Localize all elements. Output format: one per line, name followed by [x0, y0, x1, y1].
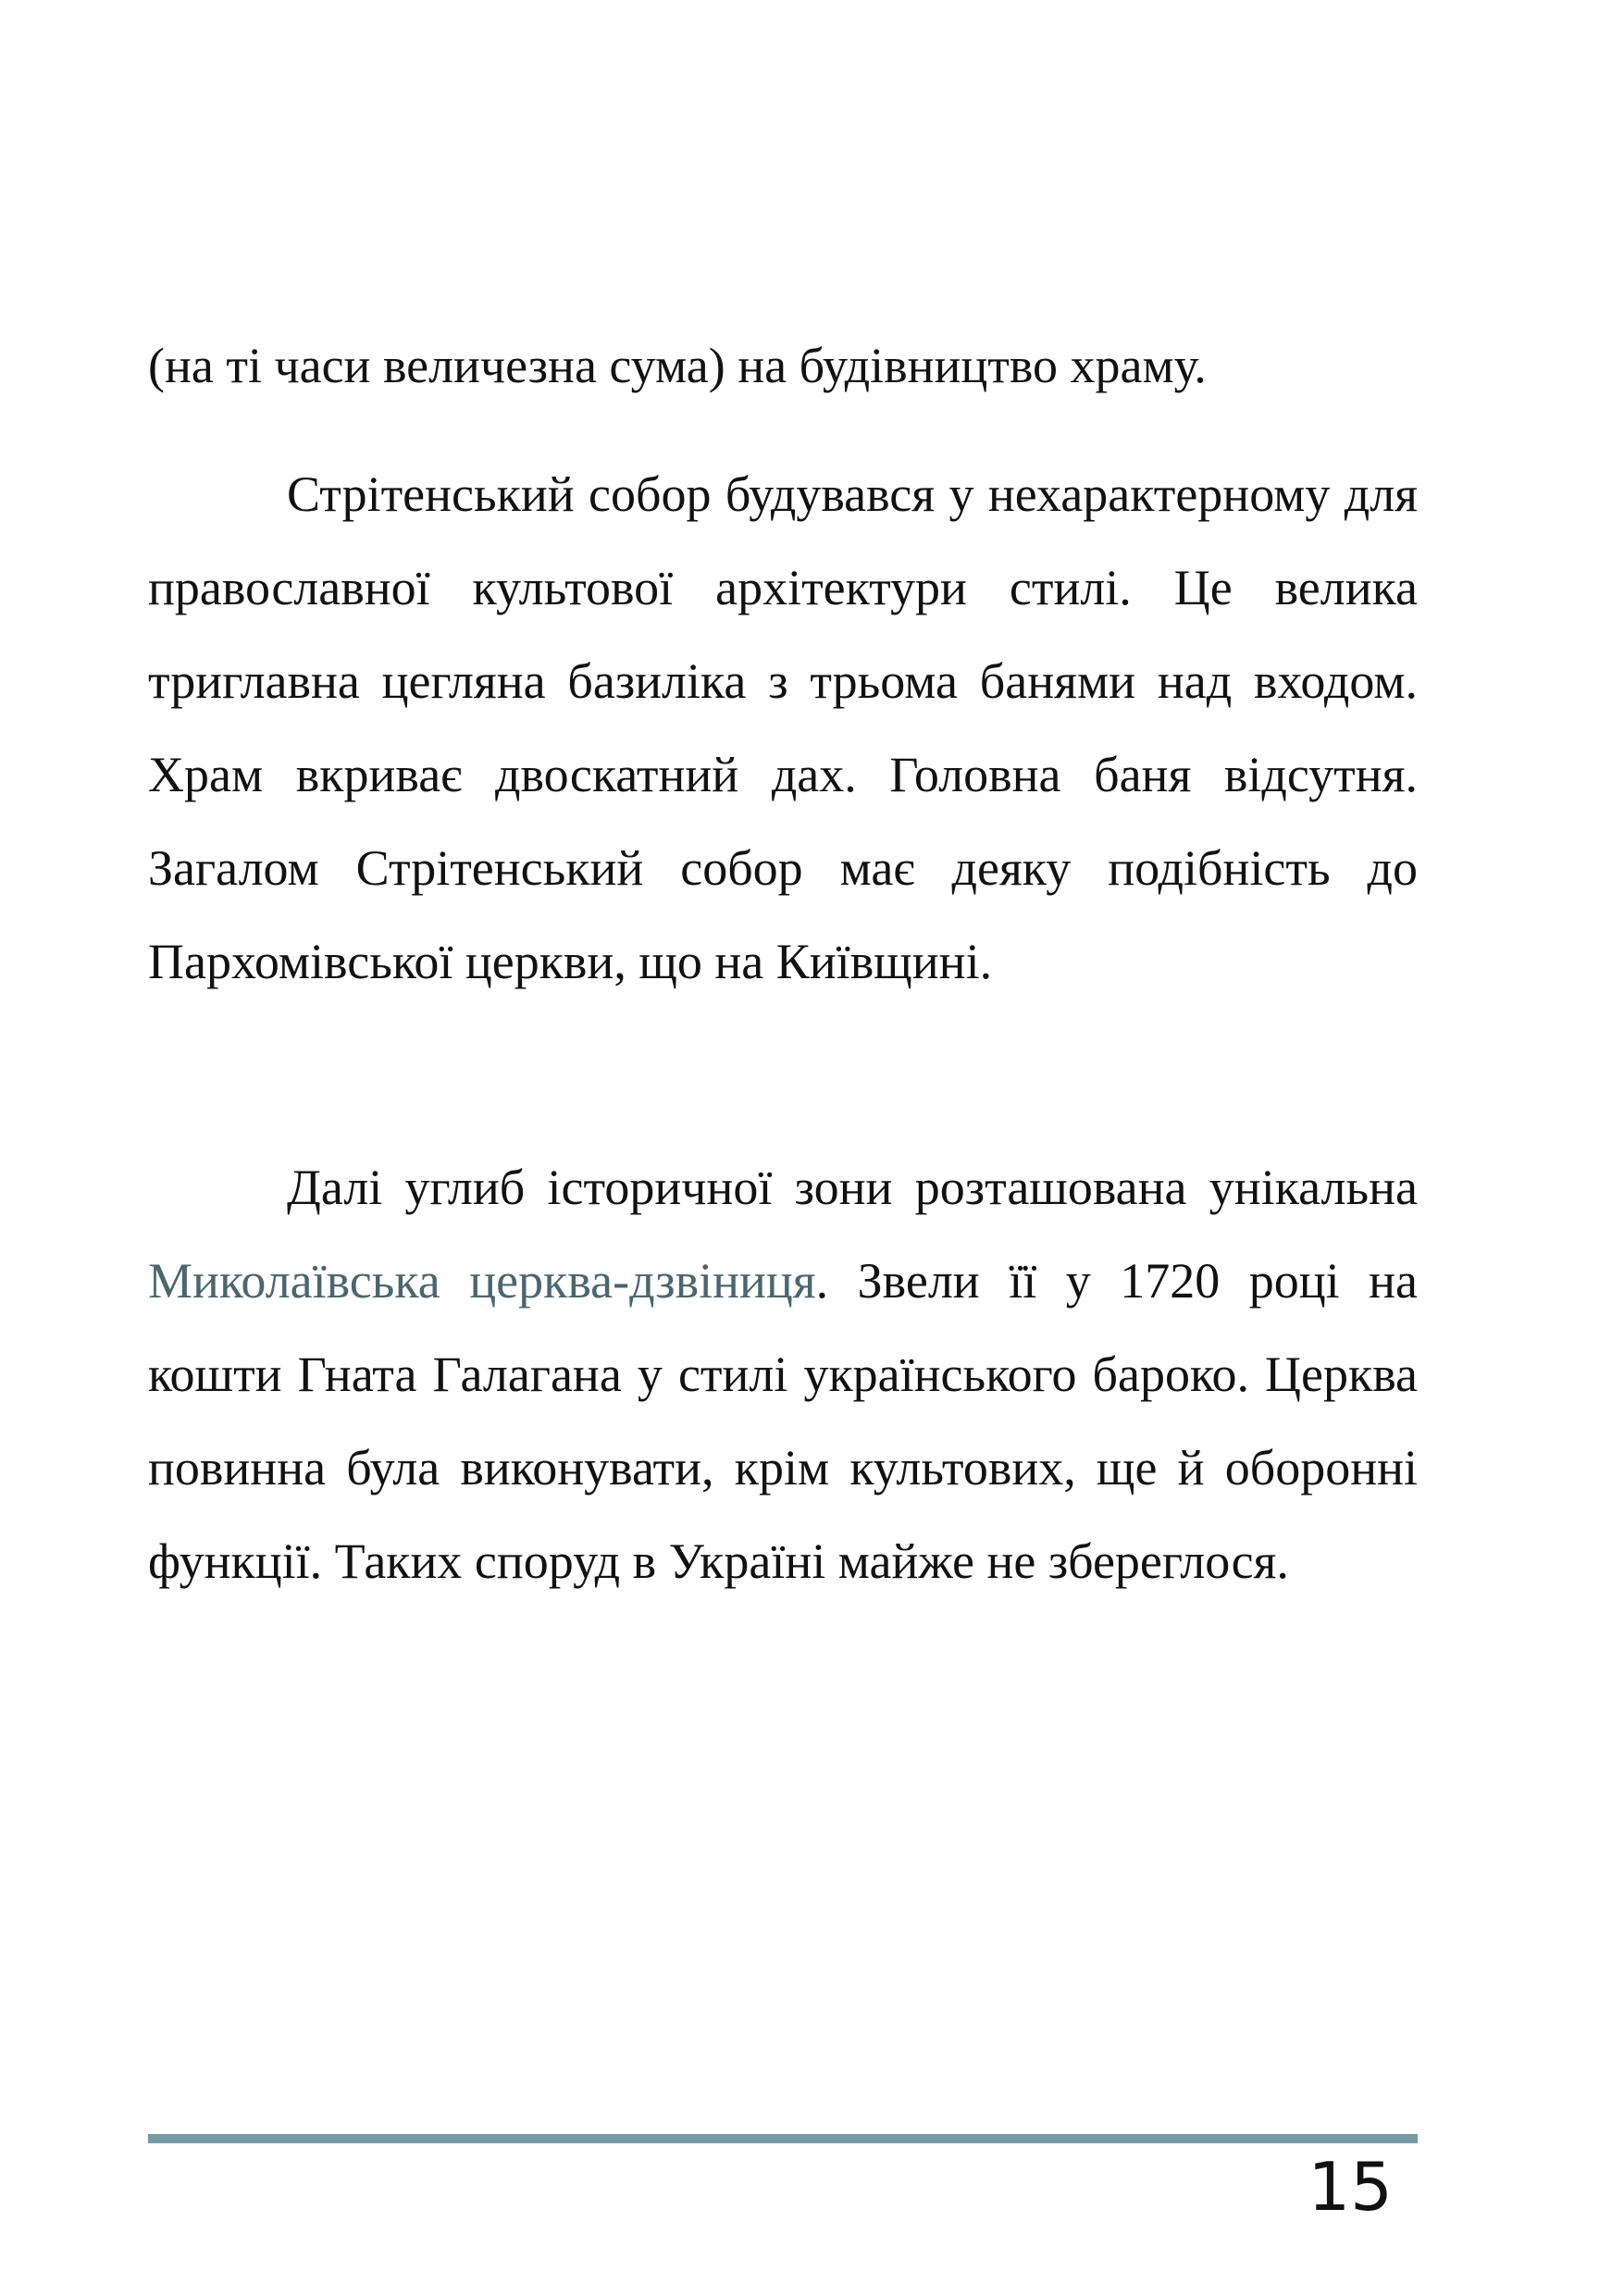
paragraph-2	[148, 448, 1418, 1009]
page-number: 15	[1308, 2148, 1393, 2226]
paragraph-3-intro: Далі углиб історичної зони розташована унікальна	[287, 1160, 1418, 1215]
paragraph-3-text	[148, 1141, 1418, 1608]
paragraph-1-text: (на ті часи величезна сума) на будівництво храму.	[148, 338, 1207, 393]
paragraph-3	[148, 1141, 1418, 1608]
footer-divider	[148, 2134, 1418, 2143]
paragraph-1	[148, 319, 1418, 413]
mykolaivska-church-link[interactable]: Миколаївська церква-дзвіниця	[148, 1253, 816, 1309]
paragraph-2-text: Стрітенський собор будувався у нехарактерному для православної культової архітектури стилі. Це велика триглавна цегляна базиліка з трьома банями над входом. Храм вкриває двоскатний дах. Головна баня відсутня. Загалом Стрітенський собор має деяку подібність до Пархомівської церкви, що на Київщині.	[148, 466, 1418, 989]
paragraph-3-rest: . Звели її у 1720 році на кошти Гната Галагана у стилі українського бароко. Церква повинна була виконувати, крім культових, ще й оборонні функції. Таких споруд в Україні майже не збереглося.	[148, 1253, 1418, 1589]
